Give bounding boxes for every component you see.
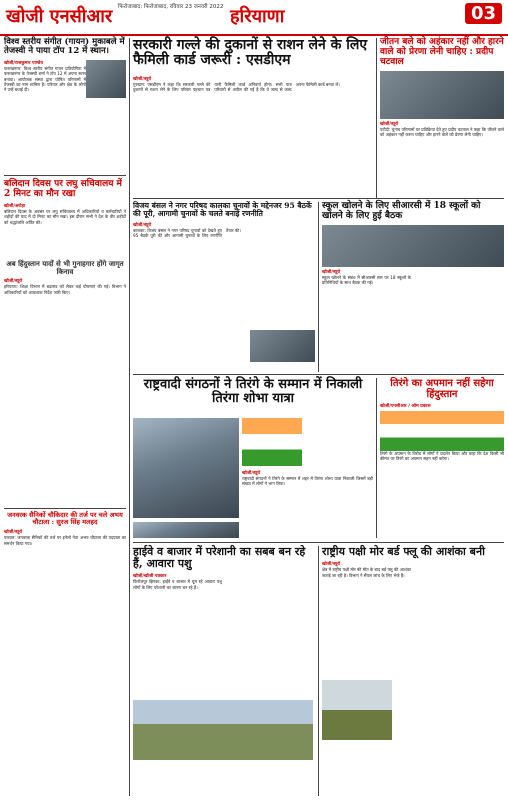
article-text: गुरुग्राम: एसडीएम ने कहा कि सरकारी गल्ले की दुकानों से राशन लेने के लिए परिवार पहचान पत्र यानी फैमिली कार्ड अनिवार्य होगा। सभी पात्र परिवारों से अपील की गई है कि वे जल्द से जल्द अपना फैमिली कार्ड बनवा लें। <box>133 82 340 93</box>
page-number: 03 <box>465 3 502 24</box>
article-text: फिरोजपुर झिरका: हाईवे व बाजार में घूम रहे आवारा पशु लोगों के लिए परेशानी का कारण बन रहे हैं। <box>133 579 222 590</box>
photo-yatra <box>133 418 239 518</box>
byline: खोजी/ब्यूरो <box>322 269 341 275</box>
byline: खोजी/ब्यूरो <box>380 121 399 127</box>
story-tiranga-yatra <box>133 378 373 407</box>
headline: जनवरक सैनिकों चौकिदार की तर्ज पर चले अभय चौटाला : सुरज सिंह मलहद <box>7 511 123 527</box>
photo <box>86 60 126 98</box>
photo-kalka <box>250 330 315 362</box>
byline: खोजी/ब्यूरो <box>242 471 261 476</box>
byline: खोजी/खोजी पत्रकार <box>133 574 167 580</box>
article-text: बलिदान दिवस के अवसर पर लघु सचिवालय में अधिकारियों व कर्मचारियों ने शहीदों की याद में दो मिनट का मौन रखा। इस दौरान सभी ने देश के वीर शहीदों को श्रद्धांजलि अर्पित की। <box>4 208 126 225</box>
headline: जीतन बले को अहंकार नहीं और हारने वाले को प्रेरणा लेनी चाहिए : प्रदीप चटवाल <box>380 37 504 67</box>
headline: राष्ट्रवादी संगठनों ने तिरंगे के सम्मान में निकाली तिरंगा शोभा यात्रा <box>143 377 363 407</box>
byline: खोजी/ब्यूरो <box>322 562 341 568</box>
headline: स्कूल खोलने के लिए सीआरसी में 18 स्कूलों को खोलने के लिए हुई बैठक <box>322 201 481 221</box>
byline: खोजी/ब्यूरो <box>133 222 152 228</box>
story-ration-body <box>133 76 373 198</box>
article-text: कालका: विजय बंसल ने नगर परिषद चुनावों को देखते हुए 95 बैठकें पूरी कीं और आगामी चुनावों के लिए रणनीति तैयार की। <box>133 227 241 238</box>
photo-yatra-2 <box>133 522 239 538</box>
story-stray-animals <box>133 546 315 679</box>
byline: खोजी/राजकुमार पाण्डेय <box>4 60 43 66</box>
headline: सरकारी गल्ले की दुकानों से राशन लेने के लिए फैमिली कार्ड जरूरी : एसडीएम <box>133 37 368 69</box>
headline: बलिदान दिवस पर लघु सचिवालय में 2 मिनट का मौन रखा <box>4 179 122 199</box>
byline: खोजी/ब्यूरो <box>4 279 23 285</box>
article-text: फरूखनगर: विश्व स्तरीय संगीत गायन प्रतियोगिता में फरूखनगर के तेजस्वी शर्मा ने टॉप 12 में अपना स्थान बनाया। आयोजक संस्था द्वारा घोषित परिणामों में तेजस्वी का नाम शामिल है। परिवार और क्षेत्र के लोगों ने उन्हें बधाई दी। <box>4 65 86 93</box>
story-kalka <box>133 202 315 328</box>
photo-stray-animals <box>133 700 313 760</box>
article-text: क्षेत्र में राष्ट्रीय पक्षी मोर की मौत के बाद बर्ड फ्लू की आशंका जताई जा रही है। विभाग ने सैंपल जांच के लिए भेजे हैं। <box>322 567 412 578</box>
headline: राष्ट्रीय पक्षी मोर बर्ड फ्लू की आशंका बनी <box>322 545 485 558</box>
stray-animals-continued <box>133 764 313 796</box>
story-education <box>4 260 126 464</box>
bird-flu-more <box>322 744 392 796</box>
byline: खोजी/ब्यूरो <box>133 77 152 82</box>
photo-flag <box>242 418 302 466</box>
article-text: राष्ट्रवादी संगठनों ने तिरंगे के सम्मान में शहर में तिरंगा शोभा यात्रा निकाली जिसमें बड़ी संख्या में लोगों ने भाग लिया। <box>242 476 373 487</box>
photo <box>380 71 504 119</box>
newspaper-brand: खोजी एनसीआर <box>6 6 113 27</box>
headline: तिरंगे का अपमान नहीं सहेगा हिंदुस्तान <box>390 378 494 400</box>
story-ration <box>133 38 373 69</box>
article-text: पलवल: जनवरक सैनिकों की तर्ज पर इनेलो नेता अभय चौटाला की पदयात्रा का समर्थन किया गया। <box>4 535 126 546</box>
headline: अब हिंदुस्तान यादों से भी गुनाहगार होंगे जागृत किनाव <box>6 259 124 276</box>
story-singing <box>4 38 126 148</box>
section-title: हरियाणा <box>230 6 285 27</box>
headline: विश्व स्तरीय संगीत (गायन) मुकाबले में तेजस्वी ने पाया टॉप 12 में स्थान। <box>4 37 125 57</box>
byline: खोजी/अरोड़ा <box>4 203 26 209</box>
story-bird-flu <box>322 546 504 647</box>
dateline: फिरोजाबाद: फिरोजाबाद, रविवार 23 जनवरी 2022 <box>118 4 224 10</box>
story-schools <box>322 202 504 345</box>
photo <box>380 411 504 451</box>
photo-peacock <box>322 680 392 740</box>
masthead <box>0 0 508 36</box>
story-chautala <box>4 512 126 735</box>
headline: हाईवे व बाजार में परेशानी का सबब बन रहे हैं, आवारा पशु <box>133 545 306 571</box>
byline: खोजी/ब्यूरो <box>4 530 23 536</box>
article-text: तिरंगे के अपमान के विरोध में लोगों ने प्रदर्शन किया और कहा कि देश किसी भी कीमत पर तिरंगे का अपमान सहन नहीं करेगा। <box>380 451 504 462</box>
photo <box>322 225 504 267</box>
story-tiranga-insult <box>380 378 504 523</box>
story-pradeep <box>380 38 504 183</box>
headline: विजय बंसल ने नगर परिषद कालका चुनावों के मद्देनजर 95 बैठकें की पूरी, आगामी चुनावों के चलते बनाई रणनीति <box>133 201 312 219</box>
byline: खोजी/एनसीआर / ओम प्रकाश <box>380 404 431 409</box>
story-tiranga-yatra-body <box>242 470 373 538</box>
article-text: हरियाणा: शिक्षा विभाग में बदलाव को लेकर कई घोषणाएं की गई। विभाग ने अधिकारियों को आवश्यक निर्देश जारी किए। <box>4 284 126 295</box>
bird-flu-continued <box>396 680 504 796</box>
story-martyr-day <box>4 180 126 269</box>
article-text: पटौदी: चुनाव परिणामों पर प्रतिक्रिया देते हुए प्रदीप चटवाल ने कहा कि जीतने वाले को अहंकार नहीं करना चाहिए और हारने वाले को प्रेरणा लेनी चाहिए। <box>380 126 504 138</box>
article-text: स्कूल खोलने के संबंध में सीआरसी स्तर पर 18 स्कूलों के प्रतिनिधियों के साथ बैठक की गई। <box>322 274 411 286</box>
